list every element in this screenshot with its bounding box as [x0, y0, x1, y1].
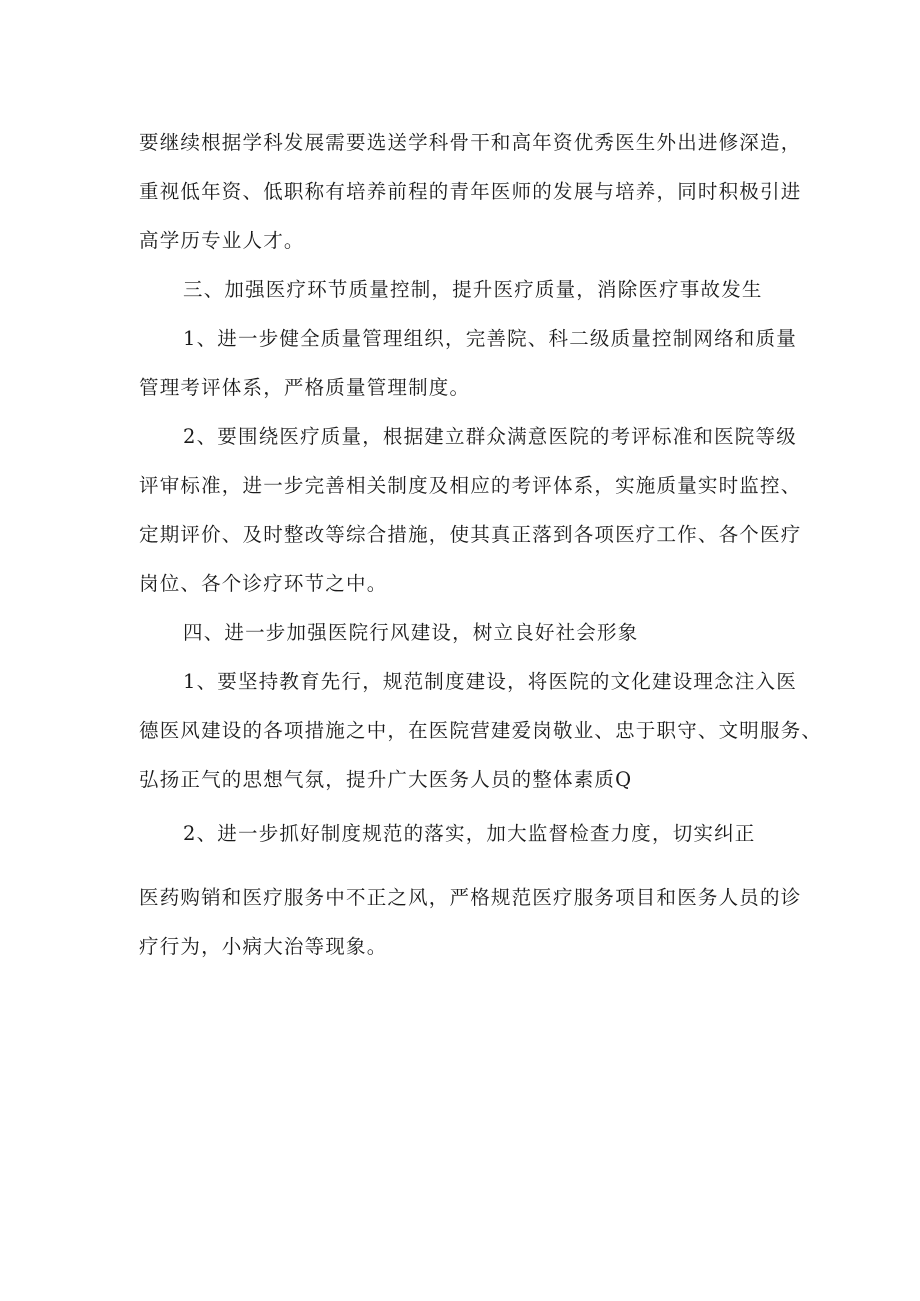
paragraph-line-3: 高学历专业人才。	[139, 229, 305, 252]
item-3-2-line-2: 评审标准，进一步完善相关制度及相应的考评体系，实施质量实时监控、	[139, 474, 802, 497]
paragraph-line-2: 重视低年资、低职称有培养前程的青年医师的发展与培养，同时积极引进	[139, 180, 802, 203]
item-4-2-line-2: 医药购销和医疗服务中不正之风，严格规范医疗服务项目和医务人员的诊	[139, 886, 802, 909]
section-heading-3: 三、加强医疗环节质量控制，提升医疗质量，消除医疗事故发生	[183, 278, 763, 301]
item-3-1-line-1: 1、进一步健全质量管理组织，完善院、科二级质量控制网络和质量	[183, 327, 797, 350]
paragraph-line-1: 要继续根据学科发展需要选送学科骨干和高年资优秀医生外出进修深造，	[139, 131, 802, 154]
section-heading-4: 四、进一步加强医院行风建设，树立良好社会形象	[183, 621, 639, 644]
item-3-2-line-1: 2、要围绕医疗质量，根据建立群众满意医院的考评标准和医院等级	[183, 425, 797, 448]
item-4-1-line-1: 1、要坚持教育先行，规范制度建设，将医院的文化建设理念注入医	[183, 670, 797, 693]
item-4-1-line-3: 弘扬正气的思想气氛，提升广大医务人员的整体素质Q	[139, 768, 633, 791]
item-3-2-line-4: 岗位、各个诊疗环节之中。	[139, 572, 388, 595]
item-3-2-line-3: 定期评价、及时整改等综合措施，使其真正落到各项医疗工作、各个医疗	[139, 523, 802, 546]
item-4-1-line-2: 德医风建设的各项措施之中，在医院营建爱岗敬业、忠于职守、文明服务、	[139, 719, 823, 742]
item-3-1-line-2: 管理考评体系，严格质量管理制度。	[139, 376, 471, 399]
item-4-2-line-1: 2、进一步抓好制度规范的落实，加大监督检查力度，切实纠正	[183, 822, 756, 845]
item-4-2-line-3: 疗行为，小病大治等现象。	[139, 935, 388, 958]
